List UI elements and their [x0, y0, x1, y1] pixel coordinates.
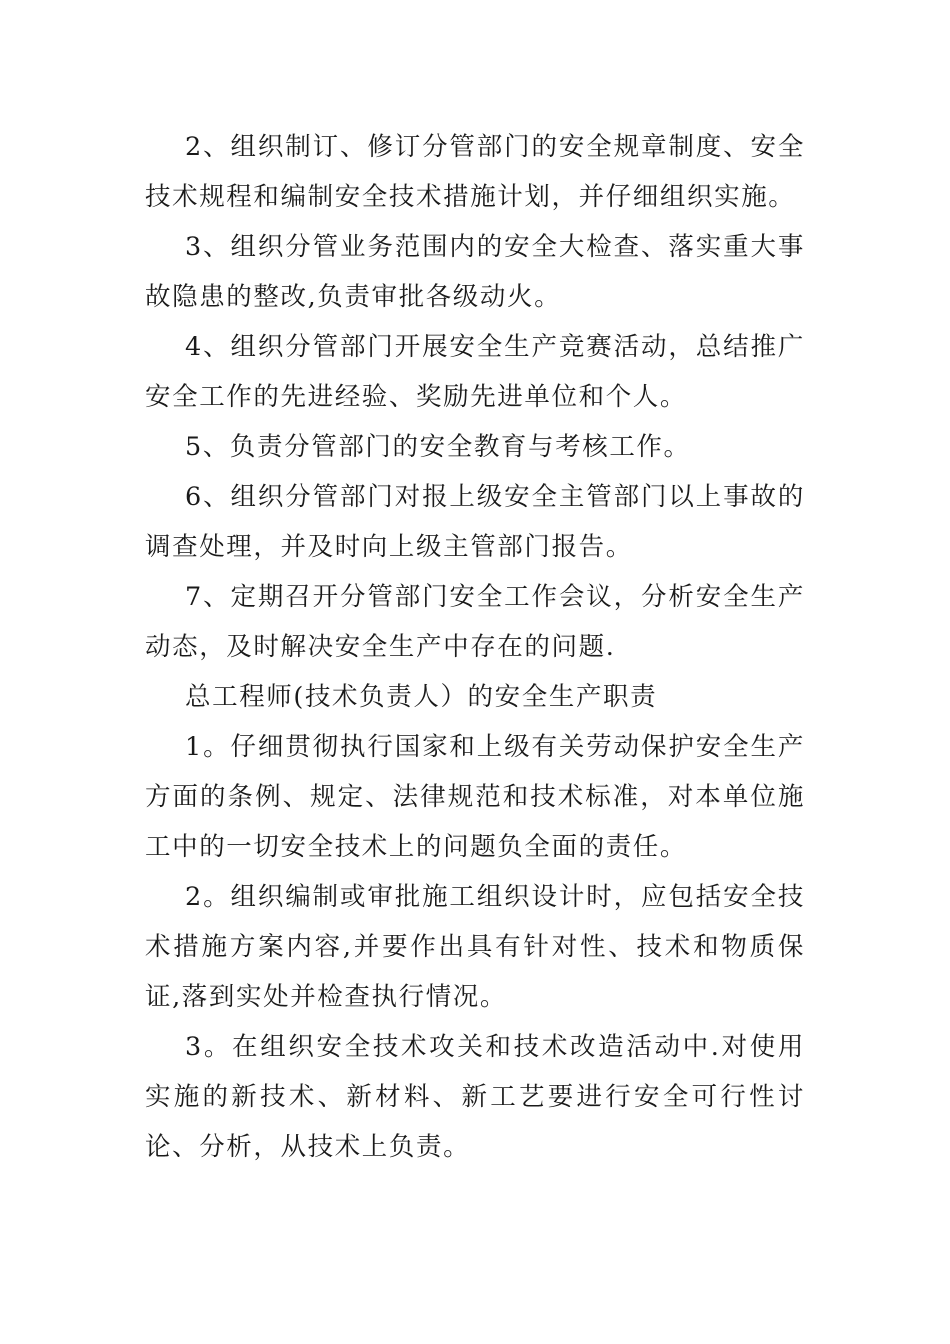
- duty-item-1: 1。仔细贯彻执行国家和上级有关劳动保护安全生产方面的条例、规定、法律规范和技术标准，对本单位施工中的一切安全技术上的问题负全面的责任。: [145, 732, 805, 862]
- section-heading: 总工程师(技术负责人）的安全生产职责: [185, 682, 658, 712]
- duty-item-3: 3。在组织安全技术攻关和技术改造活动中.对使用实施的新技术、新材料、新工艺要进行安全可行性讨论、分析，从技术上负责。: [145, 1032, 805, 1162]
- paragraph-item-2: 2、组织制订、修订分管部门的安全规章制度、安全技术规程和编制安全技术措施计划，并仔细组织实施。: [145, 132, 805, 212]
- paragraph-item-3: 3、组织分管业务范围内的安全大检查、落实重大事故隐患的整改,负责审批各级动火。: [145, 232, 805, 312]
- document-body: [145, 122, 805, 1172]
- duty-item-2: 2。组织编制或审批施工组织设计时，应包括安全技术措施方案内容,并要作出具有针对性、技术和物质保证,落到实处并检查执行情况。: [145, 882, 805, 1012]
- paragraph-item-5: 5、负责分管部门的安全教育与考核工作。: [185, 432, 691, 462]
- paragraph-item-7: 7、定期召开分管部门安全工作会议，分析安全生产动态，及时解决安全生产中存在的问题.: [145, 582, 805, 662]
- paragraph-item-4: 4、组织分管部门开展安全生产竞赛活动，总结推广安全工作的先进经验、奖励先进单位和个人。: [145, 332, 805, 412]
- paragraph-item-6: 6、组织分管部门对报上级安全主管部门以上事故的调查处理，并及时向上级主管部门报告。: [145, 482, 805, 562]
